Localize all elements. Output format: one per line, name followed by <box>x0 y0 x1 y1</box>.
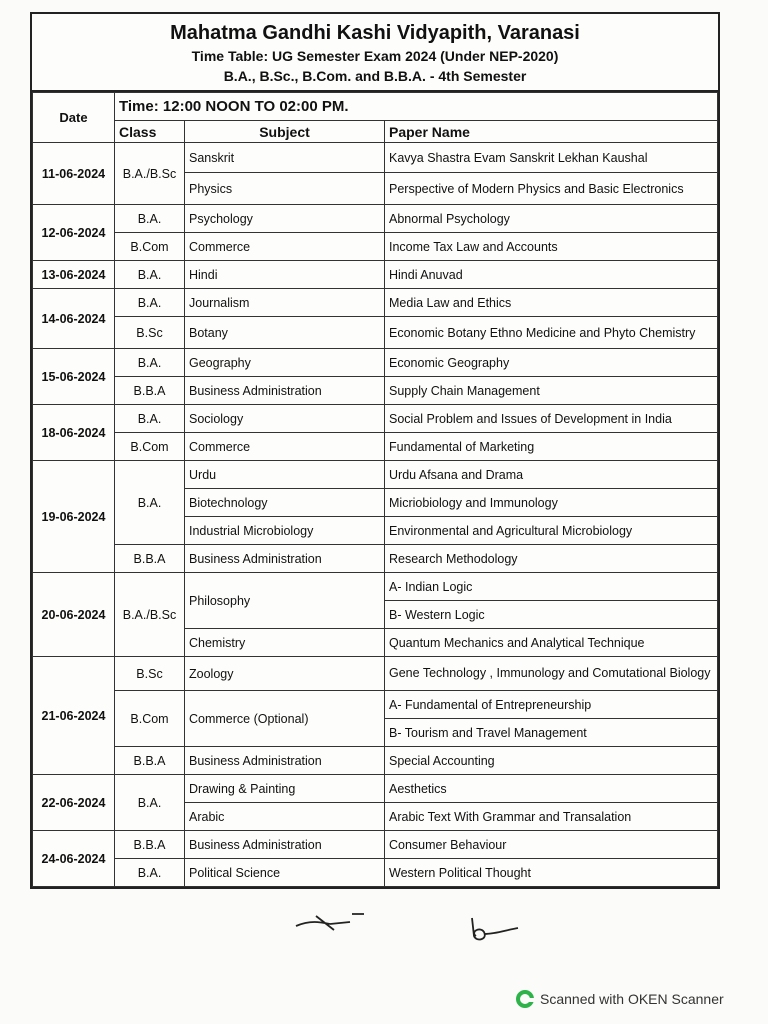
subject-cell: Industrial Microbiology <box>185 517 385 545</box>
schedule-row <box>33 657 718 691</box>
subject-cell: Urdu <box>185 461 385 489</box>
subject-cell: Hindi <box>185 261 385 289</box>
class-cell: B.Com <box>115 691 185 747</box>
class-cell: B.Sc <box>115 657 185 691</box>
class-cell: B.A. <box>115 349 185 377</box>
exam-date: 13-06-2024 <box>33 261 115 289</box>
subject-cell: Business Administration <box>185 545 385 573</box>
class-cell: B.B.A <box>115 377 185 405</box>
subject-cell: Journalism <box>185 289 385 317</box>
paper-name-cell: Aesthetics <box>385 775 718 803</box>
schedule-row <box>33 317 718 349</box>
subject-cell: Political Science <box>185 859 385 887</box>
subject-cell: Physics <box>185 173 385 205</box>
subject-cell: Commerce (Optional) <box>185 691 385 747</box>
programmes-line: B.A., B.Sc., B.Com. and B.B.A. - 4th Semester <box>223 68 527 84</box>
exam-time: Time: 12:00 NOON TO 02:00 PM. <box>115 93 718 121</box>
exam-date: 20-06-2024 <box>33 573 115 657</box>
class-cell: B.A. <box>115 775 185 831</box>
class-cell: B.Sc <box>115 317 185 349</box>
paper-column-header: Paper Name <box>385 121 718 143</box>
paper-name-cell: Social Problem and Issues of Development in India <box>385 405 718 433</box>
exam-date: 24-06-2024 <box>33 831 115 887</box>
paper-name-cell: Quantum Mechanics and Analytical Technique <box>385 629 718 657</box>
signature-mark-1 <box>290 908 370 938</box>
schedule-row <box>33 691 718 719</box>
paper-name-cell: B- Tourism and Travel Management <box>385 719 718 747</box>
subject-cell: Business Administration <box>185 377 385 405</box>
subject-cell: Biotechnology <box>185 489 385 517</box>
schedule-row <box>33 433 718 461</box>
schedule-row <box>33 747 718 775</box>
class-cell: B.B.A <box>115 747 185 775</box>
paper-name-cell: A- Fundamental of Entrepreneurship <box>385 691 718 719</box>
paper-name-cell: Kavya Shastra Evam Sanskrit Lekhan Kaushal <box>385 143 718 173</box>
class-cell: B.A. <box>115 461 185 545</box>
paper-name-cell: Income Tax Law and Accounts <box>385 233 718 261</box>
subject-cell: Geography <box>185 349 385 377</box>
paper-name-cell: Western Political Thought <box>385 859 718 887</box>
paper-name-cell: Abnormal Psychology <box>385 205 718 233</box>
subject-cell: Psychology <box>185 205 385 233</box>
subject-cell: Sociology <box>185 405 385 433</box>
exam-date: 12-06-2024 <box>33 205 115 261</box>
timetable-title: Time Table: UG Semester Exam 2024 (Under NEP-2020) <box>191 48 559 64</box>
paper-name-cell: Supply Chain Management <box>385 377 718 405</box>
document-header <box>32 14 718 92</box>
schedule-body <box>33 143 718 887</box>
class-column-header: Class <box>115 121 185 143</box>
timetable-sheet <box>30 12 720 889</box>
schedule-row <box>33 143 718 173</box>
class-cell: B.A. <box>115 405 185 433</box>
schedule-row <box>33 859 718 887</box>
subject-cell: Commerce <box>185 433 385 461</box>
schedule-row <box>33 831 718 859</box>
schedule-row <box>33 349 718 377</box>
schedule-row <box>33 461 718 489</box>
exam-date: 18-06-2024 <box>33 405 115 461</box>
paper-name-cell: A- Indian Logic <box>385 573 718 601</box>
exam-date: 14-06-2024 <box>33 289 115 349</box>
paper-name-cell: Environmental and Agricultural Microbiology <box>385 517 718 545</box>
schedule-row <box>33 377 718 405</box>
paper-name-cell: Gene Technology , Immunology and Comutational Biology <box>385 657 718 691</box>
subject-cell: Business Administration <box>185 747 385 775</box>
subject-cell: Botany <box>185 317 385 349</box>
university-name: Mahatma Gandhi Kashi Vidyapith, Varanasi <box>170 22 580 44</box>
schedule-row <box>33 573 718 601</box>
class-cell: B.A. <box>115 289 185 317</box>
subject-cell: Commerce <box>185 233 385 261</box>
schedule-row <box>33 233 718 261</box>
schedule-row <box>33 205 718 233</box>
date-column-header: Date <box>33 93 115 143</box>
paper-name-cell: Micriobiology and Immunology <box>385 489 718 517</box>
paper-name-cell: Economic Geography <box>385 349 718 377</box>
class-cell: B.B.A <box>115 545 185 573</box>
paper-name-cell: Fundamental of Marketing <box>385 433 718 461</box>
subject-cell: Drawing & Painting <box>185 775 385 803</box>
schedule-row <box>33 289 718 317</box>
scanner-watermark <box>516 990 724 1008</box>
scanner-logo-icon <box>516 990 534 1008</box>
paper-name-cell: Economic Botany Ethno Medicine and Phyto Chemistry <box>385 317 718 349</box>
class-cell: B.Com <box>115 233 185 261</box>
exam-date: 11-06-2024 <box>33 143 115 205</box>
subject-cell: Zoology <box>185 657 385 691</box>
class-cell: B.A. <box>115 261 185 289</box>
subject-cell: Chemistry <box>185 629 385 657</box>
exam-date: 15-06-2024 <box>33 349 115 405</box>
paper-name-cell: Hindi Anuvad <box>385 261 718 289</box>
schedule-row <box>33 545 718 573</box>
exam-date: 21-06-2024 <box>33 657 115 775</box>
scanner-text: Scanned with OKEN Scanner <box>540 991 724 1007</box>
schedule-row <box>33 775 718 803</box>
schedule-row <box>33 261 718 289</box>
paper-name-cell: B- Western Logic <box>385 601 718 629</box>
exam-schedule-table <box>32 92 718 887</box>
subject-column-header: Subject <box>185 121 385 143</box>
paper-name-cell: Perspective of Modern Physics and Basic Electronics <box>385 173 718 205</box>
class-cell: B.A./B.Sc <box>115 573 185 657</box>
paper-name-cell: Urdu Afsana and Drama <box>385 461 718 489</box>
subject-cell: Arabic <box>185 803 385 831</box>
paper-name-cell: Media Law and Ethics <box>385 289 718 317</box>
paper-name-cell: Research Methodology <box>385 545 718 573</box>
class-cell: B.A. <box>115 859 185 887</box>
exam-date: 19-06-2024 <box>33 461 115 573</box>
paper-name-cell: Consumer Behaviour <box>385 831 718 859</box>
subject-cell: Business Administration <box>185 831 385 859</box>
exam-date: 22-06-2024 <box>33 775 115 831</box>
class-cell: B.Com <box>115 433 185 461</box>
paper-name-cell: Arabic Text With Grammar and Transalation <box>385 803 718 831</box>
subject-cell: Sanskrit <box>185 143 385 173</box>
class-cell: B.B.A <box>115 831 185 859</box>
subject-cell: Philosophy <box>185 573 385 629</box>
signature-mark-2 <box>462 914 532 944</box>
class-cell: B.A./B.Sc <box>115 143 185 205</box>
paper-name-cell: Special Accounting <box>385 747 718 775</box>
schedule-row <box>33 405 718 433</box>
class-cell: B.A. <box>115 205 185 233</box>
